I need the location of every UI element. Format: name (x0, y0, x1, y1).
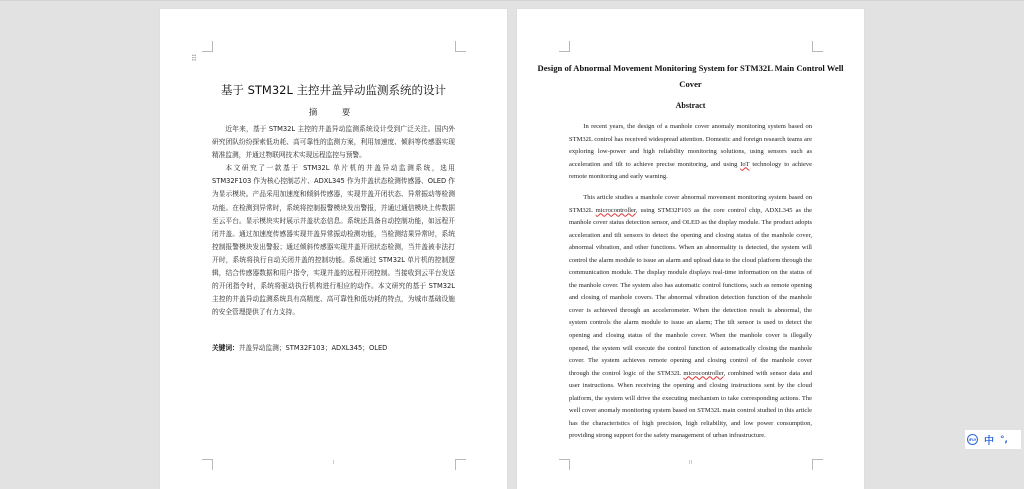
abstract-body[interactable] (212, 123, 455, 319)
text-run: , using STM32F103 as the core control chip, ADXL345 as the manhole cover status detection sensor, and OLED as the display module. The product adopts acceleration and tilt sensors to detect the opening and closing status of the manhole cover, abnormal vibration, and other functions. When an abnormality is detected, the system will control the alarm module to issue an alarm and upload data to the cloud platform through the communication module. The display module displays real-time information on the status of the manhole cover. The system also has automatic control functions, such as remote opening and closing of manhole covers. The abnormal vibration detection function of the manhole cover is achieved through an accelerometer. When the detection result is abnormal, the system controls the alarm module to issue an alarm; The tilt sensor is used to detect the opening and closing status of the manhole cover. When the manhole cover is illegally opened, the system will execute the control function of automatically closing the manhole cover. The system achieves remote opening and closing control of the manhole cover through the control logic of the STM32L (569, 206, 812, 377)
margin-corner-top-right (812, 41, 823, 52)
text-run: This article studies a manhole cover abnormal movement monitoring system based on STM32L (569, 194, 812, 214)
document-page-1[interactable] (160, 9, 507, 489)
page-number: II (689, 460, 692, 466)
text-run: , combined with sensor data and user instructions. When receiving the opening and closing instructions sent by the cloud platform, the system will drive the executing mechanism to take corresponding actions. The well cover anomaly monitoring system based on STM32L main control studied in this article has the characteristics of high precision, high reliability, and low power consumption, providing strong support for the safety management of urban infrastructure. (569, 369, 812, 440)
text-run: In recent years, the design of a manhole cover anomaly monitoring system based on STM32L control has received widespread attention. Domestic and foreign research teams are exploring low-power and high reliability monitoring solutions, using sensors such as acceleration and tilt to achieve precise monitoring, and using (569, 123, 812, 168)
page-title: 基于 STM32L 主控井盖异动监测系统的设计 (220, 83, 447, 97)
ime-toolbar[interactable] (965, 430, 1021, 449)
page-number: I (332, 460, 335, 466)
abstract-paragraph: 本文研究了一款基于 STM32L 单片机的井盖异动监测系统，选用 STM32F103 作为核心控制芯片、ADXL345 作为井盖状态检测传感器、OLED 作为显示模块。产品采用加速度和倾斜传感器，实现井盖开闭状态、异常振动等检测功能。在检测到异常时，系统将控制报警模块发出警报，并通过通信模块上传数据至云平台。显示模块实时展示井盖状态信息。系统还具备自动控制功能，如远程开闭井盖。通过加速度传感器实现井盖异常振动检测功能，当检测结果异常时，系统控制报警模块发出警报；通过倾斜传感器实现井盖开闭状态检测，当井盖被非法打开时，系统将执行自动关闭井盖的控制功能。系统通过 STM32L 单片机的控制逻辑，结合传感器数据和用户指令，实现井盖的远程开闭控制。当接收到云平台发送的开闭指令时，系统将驱动执行机构进行相应的动作。本文研究的基于 STM32L 主控的井盖异动监测系统具有高精度、高可靠性和低功耗的特点，为城市基础设施的安全管理提供了有力支持。 (212, 164, 455, 317)
margin-corner-top-left (559, 41, 570, 52)
margin-corner-top-right (455, 41, 466, 52)
document-page-2[interactable] (517, 9, 864, 489)
page-title: Design of Abnormal Movement Monitoring System for STM32L Main Control Well Cover (537, 63, 844, 89)
abstract-heading: 摘 要 (308, 108, 359, 118)
abstract-paragraph: 近年来，基于 STM32L 主控的井盖异动监测系统设计受到广泛关注。国内外研究团队纷纷探索低功耗、高可靠性的监测方案，利用加速度、倾斜等传感器实现精准监测，并通过物联网技术实现远程监控与预警。 (212, 125, 455, 160)
spellcheck-flagged-word[interactable]: microcontroller (683, 369, 724, 377)
ime-punctuation-toggle[interactable]: °, (1000, 434, 1008, 445)
spellcheck-flagged-word[interactable]: IoT (740, 160, 750, 168)
keywords-line (212, 342, 455, 352)
text-run: technology to achieve remote monitoring and early warning. (569, 160, 812, 181)
abstract-heading: Abstract (675, 101, 706, 110)
ime-logo-icon[interactable]: iFLY (967, 434, 978, 445)
abstract-paragraph-2[interactable] (569, 192, 812, 443)
drag-handle-icon[interactable]: ⠿ (191, 54, 196, 63)
ime-language-toggle[interactable]: 中 (984, 436, 994, 447)
abstract-paragraph-1[interactable] (569, 121, 812, 184)
spellcheck-flagged-word[interactable]: microcontroller (595, 206, 636, 214)
toolbar-edge (0, 0, 1024, 1)
keywords-label: 关键词： (212, 344, 239, 352)
keywords-value: 井盖异动监测；STM32F103；ADXL345；OLED (238, 344, 388, 352)
margin-corner-top-left (202, 41, 213, 52)
